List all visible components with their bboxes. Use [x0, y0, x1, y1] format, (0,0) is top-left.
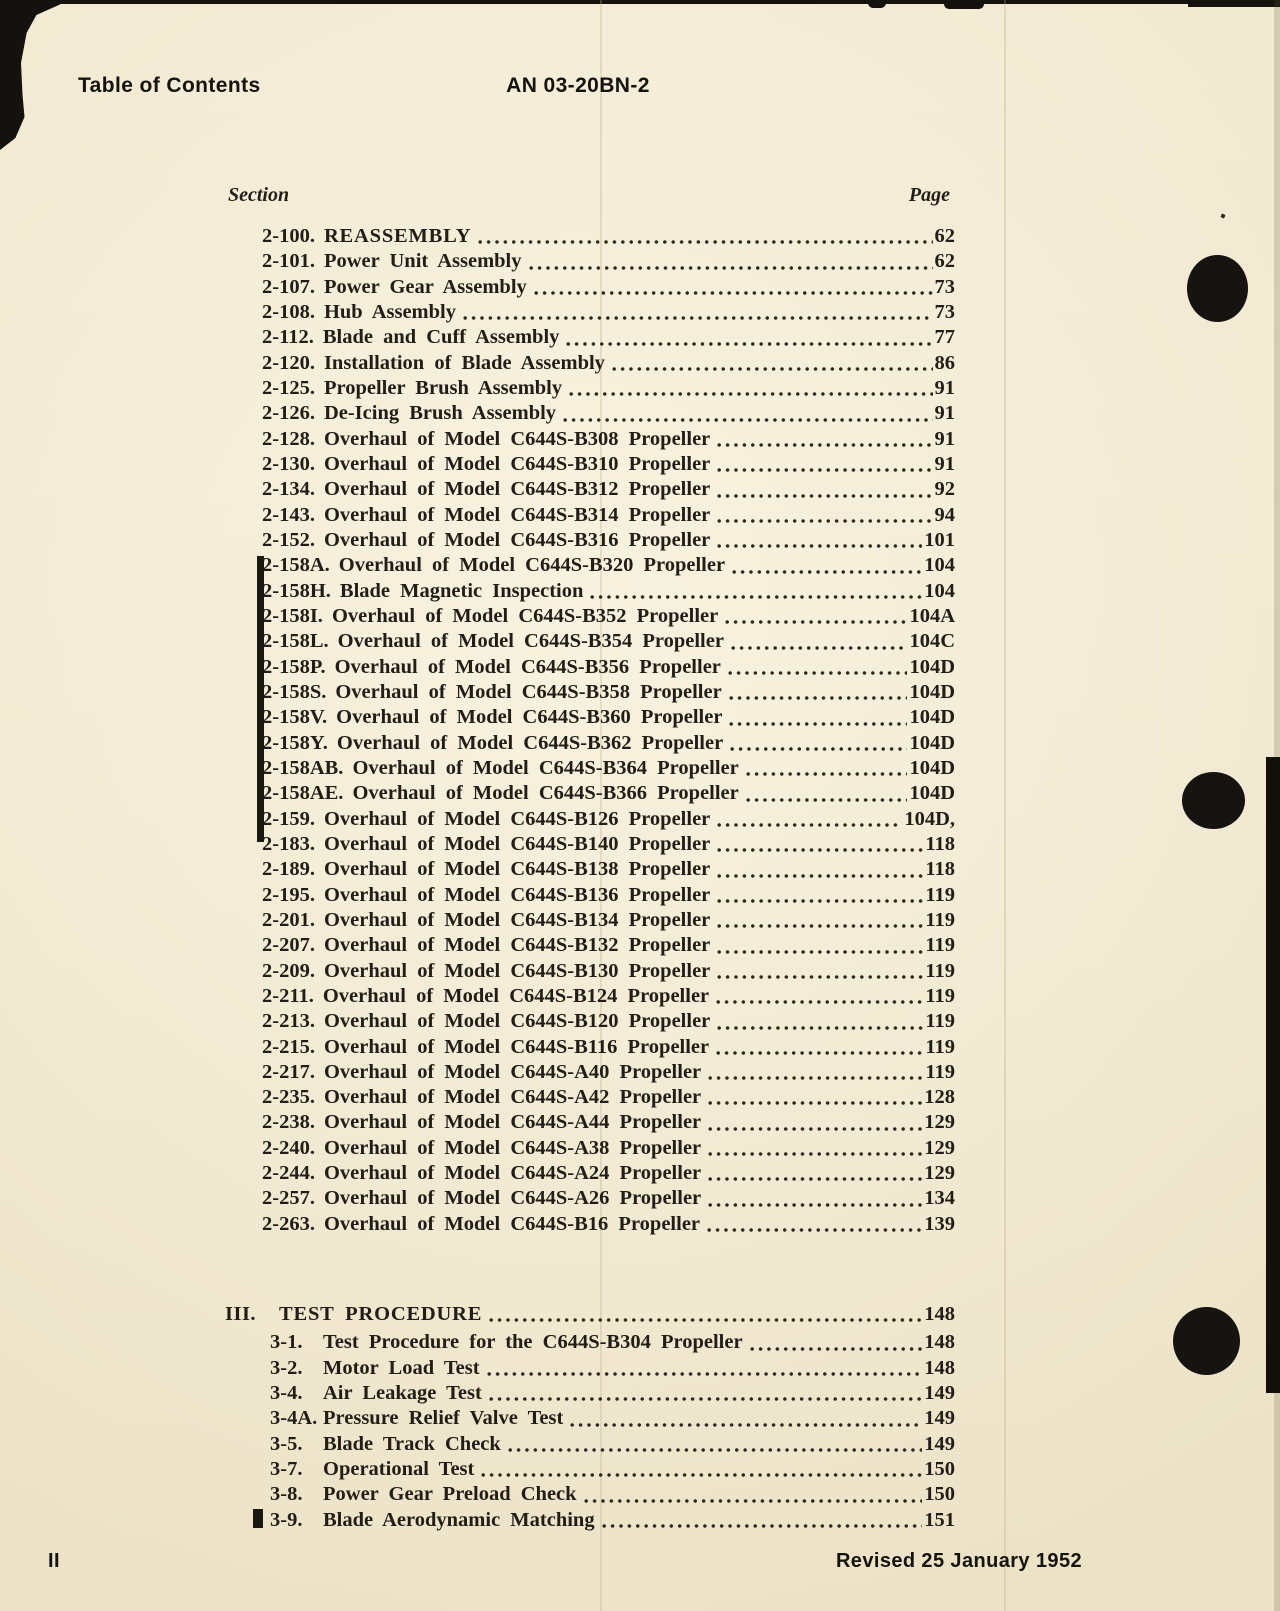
toc-row-title: TEST PROCEDURE [279, 1303, 483, 1325]
dot-leader [479, 1472, 922, 1478]
toc-row [262, 1085, 955, 1110]
toc-row-page: 104D [909, 782, 955, 805]
toc-row-page: 149 [924, 1432, 955, 1455]
toc-row [262, 832, 955, 857]
toc-row [262, 224, 955, 249]
dot-leader [706, 1126, 922, 1132]
toc-row-number: 2-107. [262, 275, 315, 298]
toc-row [262, 1212, 955, 1237]
toc-row-title: Installation of Blade Assembly [323, 351, 605, 374]
binder-hole [1173, 1307, 1240, 1375]
column-headers [228, 184, 950, 207]
toc-row [270, 1356, 955, 1381]
toc-row-number: 2-158AE. [262, 782, 344, 805]
toc-row-page: 91 [934, 427, 955, 450]
toc-row-page: 92 [934, 478, 955, 501]
toc-row-number: 2-120. [262, 351, 315, 374]
toc-row-number: 2-213. [262, 1010, 315, 1033]
running-header-title: Table of Contents [78, 74, 261, 97]
toc-row-number: 2-158P. [262, 655, 326, 678]
toc-row-title: Overhaul of Model C644S-B360 Propeller [336, 706, 723, 729]
toc-row-title: Power Gear Assembly [323, 275, 527, 298]
toc-row-page: 104D, [904, 807, 955, 830]
toc-row-number: 2-134. [262, 478, 315, 501]
toc-row-title: Overhaul of Model C644S-B132 Propeller [323, 934, 711, 957]
dot-leader [476, 239, 932, 245]
toc-row-title: Blade Aerodynamic Matching [323, 1508, 595, 1531]
toc-row-title: Overhaul of Model C644S-B140 Propeller [323, 832, 711, 855]
toc-row-number: 2-235. [262, 1086, 315, 1109]
column-header-section: Section [228, 184, 290, 206]
toc-row [262, 528, 955, 553]
toc-row-number: 2-257. [262, 1187, 315, 1210]
toc-row-title: Overhaul of Model C644S-A38 Propeller [323, 1136, 702, 1159]
toc-row-number: 2-100. [262, 225, 315, 247]
toc-row-number: 2-108. [262, 300, 315, 323]
dot-leader [715, 923, 923, 929]
toc-row-number: 2-215. [262, 1035, 315, 1058]
toc-row-page: 129 [924, 1111, 955, 1134]
toc-row-title: Propeller Brush Assembly [323, 376, 563, 399]
dot-leader [485, 1371, 923, 1377]
toc-row [262, 376, 955, 401]
dot-leader [714, 1050, 923, 1056]
toc-row-number: 2-207. [262, 934, 315, 957]
toc-row [262, 275, 955, 300]
toc-row-page: 73 [934, 275, 955, 298]
dot-leader [715, 873, 923, 879]
toc-row-page: 104 [924, 579, 955, 602]
toc-row-title: Overhaul of Model C644S-A40 Propeller [323, 1060, 702, 1083]
folio-page-number: II [48, 1550, 60, 1572]
toc-row-title: Power Gear Preload Check [323, 1483, 577, 1506]
scan-ink-drip [944, 0, 984, 9]
toc-row-title: Overhaul of Model C644S-B130 Propeller [323, 959, 711, 982]
toc-row [262, 325, 955, 350]
toc-row-number: 2-158A. [262, 554, 330, 577]
toc-row [262, 655, 955, 680]
paper-crease [1004, 0, 1006, 1611]
toc-row-page: 77 [934, 326, 955, 349]
document-number: AN 03-20BN-2 [506, 74, 650, 97]
toc-row [262, 731, 955, 756]
toc-row [262, 1035, 955, 1060]
dot-leader [487, 1317, 922, 1323]
toc-row-page: 119 [925, 1035, 955, 1058]
dot-leader [715, 822, 902, 828]
toc-row-title: Overhaul of Model C644S-B364 Propeller [352, 756, 739, 779]
toc-row-title: Overhaul of Model C644S-B312 Propeller [323, 478, 711, 501]
toc-row-page: 101 [924, 528, 955, 551]
toc-row-number: 2-240. [262, 1136, 315, 1159]
toc-row-page: 104D [909, 731, 955, 754]
dot-leader [706, 1100, 922, 1106]
column-header-page: Page [908, 184, 950, 206]
toc-row-number: 2-158L. [262, 630, 329, 653]
paper-speck [1220, 213, 1225, 218]
dot-leader [715, 493, 932, 499]
toc-row-number: 2-159. [262, 807, 315, 830]
toc-row-title: Overhaul of Model C644S-A26 Propeller [323, 1187, 702, 1210]
toc-row-title: Test Procedure for the C644S-B304 Propeller [323, 1331, 743, 1354]
toc-row-title: Overhaul of Model C644S-B124 Propeller [322, 984, 710, 1007]
toc-row-title: Pressure Relief Valve Test [323, 1407, 564, 1430]
binder-hole [1187, 255, 1248, 322]
toc-row-title: Overhaul of Model C644S-B314 Propeller [323, 503, 711, 526]
toc-row-page: 149 [924, 1407, 955, 1430]
toc-row [270, 1432, 955, 1457]
toc-subrows [270, 1330, 955, 1533]
toc-row-page: 149 [924, 1381, 955, 1404]
toc-row-title: Overhaul of Model C644S-B308 Propeller [323, 427, 711, 450]
toc-row-number: 2-130. [262, 452, 315, 475]
toc-list-section-3 [225, 1302, 955, 1533]
toc-row-number: III. [225, 1303, 257, 1325]
dot-leader [706, 1151, 922, 1157]
toc-row-page: 91 [934, 452, 955, 475]
toc-row-number: 2-195. [262, 883, 315, 906]
dot-leader [600, 1523, 923, 1529]
toc-row-page: 119 [925, 883, 955, 906]
toc-row-page: 148 [924, 1331, 955, 1354]
toc-row-title: Overhaul of Model C644S-B136 Propeller [323, 883, 711, 906]
toc-row-title: Overhaul of Model C644S-B320 Propeller [338, 554, 726, 577]
toc-row [262, 452, 955, 477]
dot-leader [714, 999, 923, 1005]
toc-row-page: 129 [924, 1162, 955, 1185]
dot-leader [744, 797, 908, 803]
toc-row-title: Operational Test [323, 1457, 475, 1480]
toc-row-page: 119 [925, 934, 955, 957]
toc-row-title: Overhaul of Model C644S-B16 Propeller [323, 1212, 701, 1235]
toc-row-number: 2-158V. [262, 706, 328, 729]
toc-row-number: 2-201. [262, 908, 315, 931]
toc-row-number: 2-244. [262, 1162, 315, 1185]
toc-row [262, 401, 955, 426]
toc-row-number: 2-183. [262, 832, 315, 855]
toc-row [225, 1302, 955, 1327]
scan-top-edge [0, 0, 1280, 4]
toc-row-number: 2-217. [262, 1060, 315, 1083]
toc-row-number: 3-8. [270, 1483, 303, 1506]
toc-row [262, 1110, 955, 1135]
toc-row-title: Overhaul of Model C644S-B126 Propeller [323, 807, 711, 830]
toc-row [262, 351, 955, 376]
dot-leader [715, 898, 923, 904]
scan-right-edge-black [1266, 757, 1280, 1393]
toc-row [270, 1482, 955, 1507]
toc-row [262, 933, 955, 958]
toc-row-page: 148 [924, 1303, 955, 1325]
toc-row [262, 1060, 955, 1085]
toc-row-page: 128 [924, 1086, 955, 1109]
toc-row-title: Overhaul of Model C644S-A24 Propeller [323, 1162, 702, 1185]
toc-row-number: 2-209. [262, 959, 315, 982]
toc-row-number: 2-158I. [262, 604, 323, 627]
toc-row [262, 604, 955, 629]
toc-row-title: Overhaul of Model C644S-B356 Propeller [334, 655, 721, 678]
toc-row-page: 119 [925, 1010, 955, 1033]
toc-row [262, 579, 955, 604]
toc-row-title: Overhaul of Model C644S-A44 Propeller [323, 1111, 702, 1134]
dot-leader [506, 1447, 922, 1453]
dot-leader [610, 366, 933, 372]
toc-row-page: 118 [925, 858, 955, 881]
toc-row [262, 249, 955, 274]
scan-torn-corner [0, 0, 70, 150]
toc-row-page: 118 [925, 832, 955, 855]
toc-row-page: 73 [934, 300, 955, 323]
dot-leader [561, 417, 932, 423]
toc-row-title: Overhaul of Model C644S-B354 Propeller [337, 630, 724, 653]
toc-row-number: 3-7. [270, 1457, 303, 1480]
dot-leader [705, 1227, 922, 1233]
toc-row [262, 1161, 955, 1186]
dot-leader [582, 1498, 923, 1504]
toc-row [262, 1186, 955, 1211]
toc-row-title: De-Icing Brush Assembly [323, 402, 557, 425]
toc-row-title: Overhaul of Model C644S-B138 Propeller [323, 858, 711, 881]
toc-row-title: Overhaul of Model C644S-B358 Propeller [335, 680, 722, 703]
dot-leader [706, 1202, 922, 1208]
toc-row-number: 2-189. [262, 858, 315, 881]
toc-row-number: 2-112. [262, 326, 314, 349]
toc-row-number: 2-263. [262, 1212, 315, 1235]
toc-row [270, 1406, 955, 1431]
toc-row-title: Overhaul of Model C644S-B316 Propeller [323, 528, 711, 551]
dot-leader [706, 1075, 923, 1081]
toc-row [262, 959, 955, 984]
toc-row-number: 2-126. [262, 402, 315, 425]
toc-row-number: 2-158H. [262, 579, 331, 602]
toc-row-page: 104 [924, 554, 955, 577]
toc-row-page: 150 [924, 1483, 955, 1506]
toc-row-title: Air Leakage Test [323, 1381, 482, 1404]
toc-row-number: 2-158AB. [262, 756, 344, 779]
toc-row-page: 104D [909, 680, 955, 703]
dot-leader [715, 467, 932, 473]
dot-leader [715, 1025, 923, 1031]
toc-row [262, 553, 955, 578]
dot-leader [744, 771, 908, 777]
toc-row-page: 139 [924, 1212, 955, 1235]
toc-list-section-2 [262, 224, 955, 1237]
dot-leader [730, 569, 922, 575]
revision-date: Revised 25 January 1952 [835, 1550, 1082, 1572]
toc-row-page: 151 [924, 1508, 955, 1531]
toc-row-title: Power Unit Assembly [323, 250, 522, 273]
toc-row-title: Overhaul of Model C644S-B366 Propeller [352, 782, 739, 805]
dot-leader [487, 1396, 922, 1402]
dot-leader [715, 543, 922, 549]
toc-row [262, 1009, 955, 1034]
toc-row-number: 2-158S. [262, 680, 327, 703]
toc-row [262, 477, 955, 502]
toc-row [270, 1381, 955, 1406]
toc-row-title: Hub Assembly [323, 300, 456, 323]
binder-hole [1182, 772, 1245, 829]
toc-row-title: Overhaul of Model C644S-B362 Propeller [336, 731, 724, 754]
toc-row-page: 104D [909, 706, 955, 729]
toc-row [262, 680, 955, 705]
toc-row [262, 984, 955, 1009]
toc-row [262, 857, 955, 882]
toc-row-page: 86 [934, 351, 955, 374]
dot-leader [564, 341, 932, 347]
toc-row-title: Overhaul of Model C644S-B352 Propeller [331, 604, 719, 627]
toc-row-number: 3-9. [270, 1508, 303, 1531]
toc-row-page: 62 [934, 250, 955, 273]
dot-leader [727, 695, 908, 701]
toc-row-number: 3-4A. [270, 1407, 318, 1430]
toc-row-page: 62 [934, 225, 955, 247]
toc-row-number: 2-143. [262, 503, 315, 526]
dot-leader [461, 315, 933, 321]
toc-row-number: 3-1. [270, 1331, 303, 1354]
toc-row [262, 629, 955, 654]
dot-leader [729, 645, 908, 651]
toc-row [262, 705, 955, 730]
toc-row-page: 104A [909, 604, 955, 627]
toc-row [270, 1457, 955, 1482]
toc-row-page: 119 [925, 1060, 955, 1083]
toc-row [262, 503, 955, 528]
toc-row [262, 427, 955, 452]
dot-leader [527, 265, 933, 271]
toc-row-title: Overhaul of Model C644S-A42 Propeller [323, 1086, 702, 1109]
toc-row-title: Blade and Cuff Assembly [322, 326, 560, 349]
toc-row [262, 908, 955, 933]
toc-row-number: 2-238. [262, 1111, 315, 1134]
dot-leader [728, 746, 907, 752]
toc-row-page: 91 [934, 402, 955, 425]
toc-row-page: 94 [934, 503, 955, 526]
toc-row-title: Overhaul of Model C644S-B310 Propeller [323, 452, 711, 475]
toc-row-number: 2-101. [262, 250, 315, 273]
dot-leader [748, 1346, 923, 1352]
toc-row-number: 3-2. [270, 1356, 303, 1379]
scan-ink-drip [868, 0, 886, 8]
toc-row-page: 119 [925, 984, 955, 1007]
toc-row-number: 2-152. [262, 528, 315, 551]
toc-row-page: 104D [909, 655, 955, 678]
dot-leader [723, 619, 907, 625]
toc-row [262, 1136, 955, 1161]
toc-row-page: 104C [909, 630, 955, 653]
toc-row-page: 104D [909, 756, 955, 779]
toc-row-number: 3-4. [270, 1381, 303, 1404]
toc-row-number: 3-5. [270, 1432, 303, 1455]
toc-row-page: 150 [924, 1457, 955, 1480]
dot-leader [715, 974, 923, 980]
toc-row-page: 134 [924, 1187, 955, 1210]
toc-row [262, 883, 955, 908]
toc-row [262, 781, 955, 806]
toc-row [270, 1508, 955, 1533]
dot-leader [715, 518, 932, 524]
toc-row-page: 119 [925, 959, 955, 982]
dot-leader [727, 721, 907, 727]
toc-row-number: 2-211. [262, 984, 314, 1007]
toc-row-title: Motor Load Test [323, 1356, 480, 1379]
toc-row-title: Overhaul of Model C644S-B116 Propeller [323, 1035, 710, 1058]
toc-row-title: Blade Track Check [323, 1432, 501, 1455]
dot-leader [567, 391, 932, 397]
dot-leader [715, 847, 923, 853]
toc-row-title: REASSEMBLY [323, 225, 472, 247]
dot-leader [715, 949, 923, 955]
toc-row-title: Blade Magnetic Inspection [339, 579, 584, 602]
toc-row-page: 129 [924, 1136, 955, 1159]
toc-row-number: 2-158Y. [262, 731, 328, 754]
toc-row-number: 2-125. [262, 376, 315, 399]
dot-leader [588, 594, 922, 600]
dot-leader [706, 1176, 922, 1182]
dot-leader [726, 670, 908, 676]
toc-row [262, 807, 955, 832]
toc-row [262, 300, 955, 325]
toc-row-page: 119 [925, 908, 955, 931]
toc-row-title: Overhaul of Model C644S-B120 Propeller [323, 1010, 711, 1033]
toc-row-title: Overhaul of Model C644S-B134 Propeller [323, 908, 711, 931]
toc-row-page: 148 [924, 1356, 955, 1379]
toc-row [270, 1330, 955, 1355]
toc-row-page: 91 [934, 376, 955, 399]
toc-row-number: 2-128. [262, 427, 315, 450]
scan-top-edge-thick [1188, 0, 1280, 7]
dot-leader [532, 290, 933, 296]
toc-row [262, 756, 955, 781]
dot-leader [568, 1422, 922, 1428]
dot-leader [715, 442, 932, 448]
